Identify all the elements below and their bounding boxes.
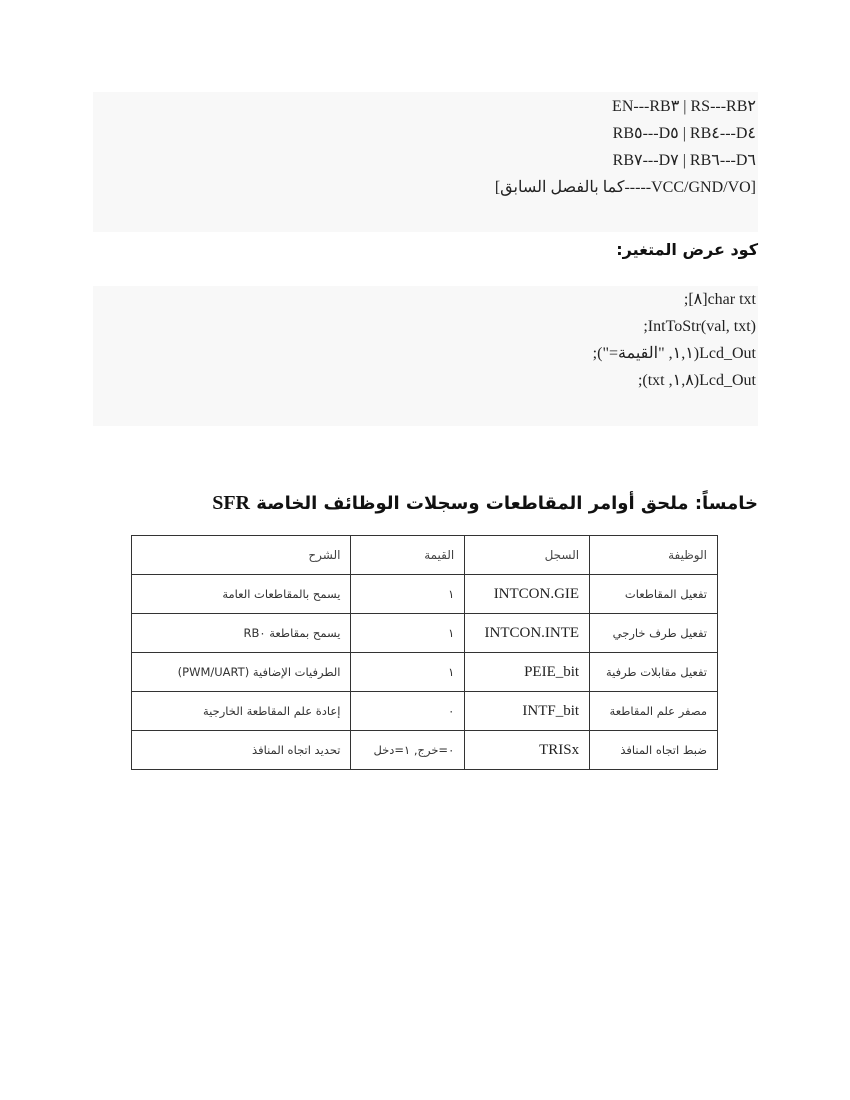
code-line: IntToStr(val, txt); bbox=[643, 318, 756, 335]
table-row bbox=[132, 575, 718, 614]
header-function: الوظيفة bbox=[590, 536, 718, 575]
table-header-row bbox=[132, 536, 718, 575]
cell-register: INTCON.INTE bbox=[465, 614, 590, 653]
cell-description: تحديد اتجاه المنافذ bbox=[132, 731, 351, 770]
cell-value: ٠=خرج, ١=دخل bbox=[351, 731, 465, 770]
header-description: الشرح bbox=[132, 536, 351, 575]
cell-function: تفعيل طرف خارجي bbox=[590, 614, 718, 653]
cell-value: ١ bbox=[351, 575, 465, 614]
cell-function: ضبط اتجاه المنافذ bbox=[590, 731, 718, 770]
code-section-heading: كود عرض المتغير: bbox=[616, 240, 758, 259]
cell-description: يسمح بالمقاطعات العامة bbox=[132, 575, 351, 614]
table-row bbox=[132, 653, 718, 692]
cell-value: ٠ bbox=[351, 692, 465, 731]
table-row bbox=[132, 731, 718, 770]
code-line: char txt[٨]; bbox=[683, 291, 756, 308]
header-register: السجل bbox=[465, 536, 590, 575]
header-value: القيمة bbox=[351, 536, 465, 575]
cell-function: تفعيل مقابلات طرفية bbox=[590, 653, 718, 692]
pin-line: RS---RB٢ | EN---RB٣ bbox=[612, 98, 756, 115]
pin-line: D٦---RB٦ | D٧---RB٧ bbox=[612, 152, 756, 169]
cell-description: يسمح بمقاطعة RB٠ bbox=[132, 614, 351, 653]
cell-register: PEIE_bit bbox=[465, 653, 590, 692]
variable-display-code-block bbox=[93, 286, 758, 426]
cell-register: TRISx bbox=[465, 731, 590, 770]
pin-line: [VCC/GND/VO-----كما بالفصل السابق] bbox=[494, 179, 756, 196]
table-row bbox=[132, 692, 718, 731]
cell-function: مصفر علم المقاطعة bbox=[590, 692, 718, 731]
pin-connections-block bbox=[93, 92, 758, 232]
code-line: Lcd_Out(١,٨, txt); bbox=[637, 372, 756, 389]
cell-value: ١ bbox=[351, 614, 465, 653]
sfr-table bbox=[131, 535, 718, 770]
table-row bbox=[132, 614, 718, 653]
appendix-heading-latin: SFR bbox=[212, 492, 251, 514]
appendix-heading bbox=[212, 492, 758, 515]
cell-value: ١ bbox=[351, 653, 465, 692]
cell-description: الطرفيات الإضافية (PWM/UART) bbox=[132, 653, 351, 692]
cell-function: تفعيل المقاطعات bbox=[590, 575, 718, 614]
cell-register: INTCON.GIE bbox=[465, 575, 590, 614]
appendix-heading-arabic: خامساً: ملحق أوامر المقاطعات وسجلات الوظائف الخاصة bbox=[256, 493, 758, 514]
code-line: Lcd_Out(١,١, "القيمة="); bbox=[592, 345, 756, 362]
pin-line: D٤---RB٤ | D٥---RB٥ bbox=[612, 125, 756, 142]
cell-register: INTF_bit bbox=[465, 692, 590, 731]
cell-description: إعادة علم المقاطعة الخارجية bbox=[132, 692, 351, 731]
